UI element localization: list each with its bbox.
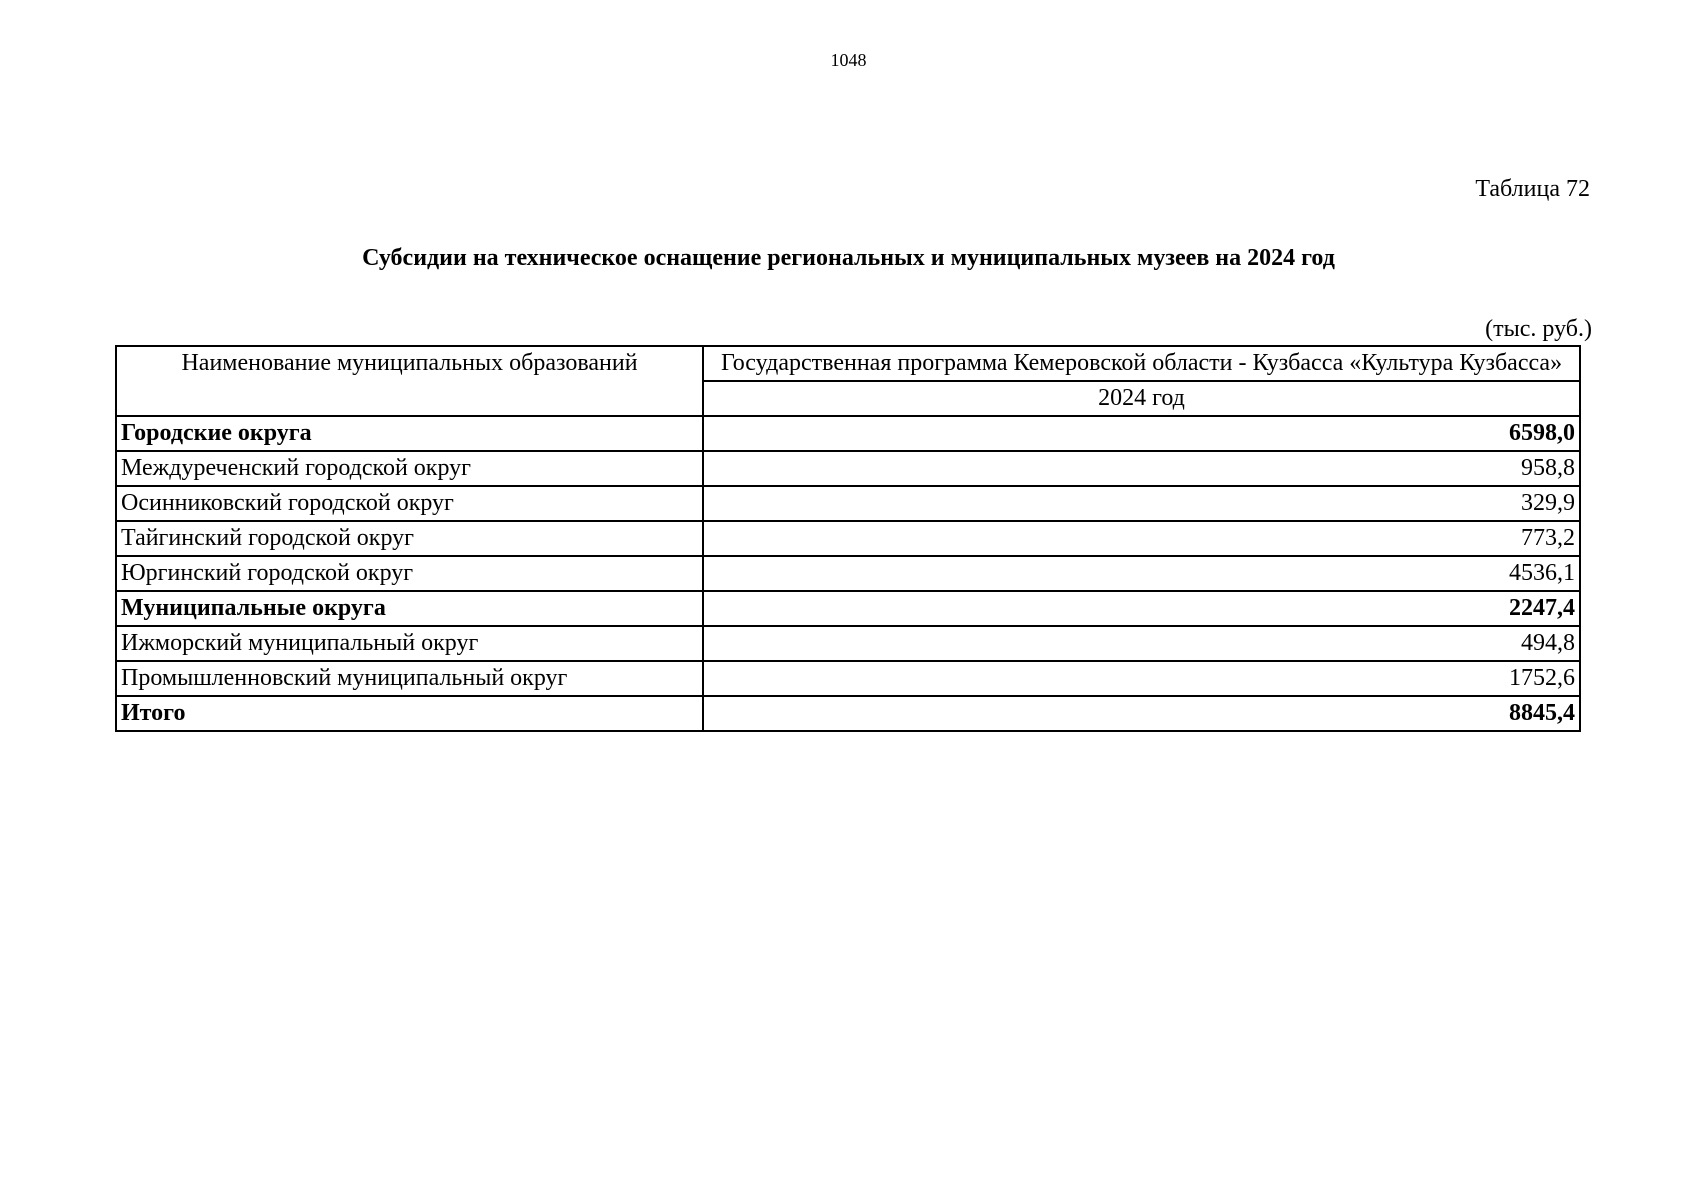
row-name-cell: Юргинский городской округ <box>116 556 703 591</box>
row-value-cell: 2247,4 <box>703 591 1580 626</box>
table-row <box>116 556 1580 591</box>
table-row <box>116 521 1580 556</box>
table-row <box>116 486 1580 521</box>
table-row <box>116 416 1580 451</box>
row-name-cell: Осинниковский городской округ <box>116 486 703 521</box>
table-row <box>116 591 1580 626</box>
table-row <box>116 451 1580 486</box>
document-title: Субсидии на техническое оснащение региональных и муниципальных музеев на 2024 год <box>362 245 1335 271</box>
row-value-cell: 494,8 <box>703 626 1580 661</box>
table-row <box>116 626 1580 661</box>
row-value-cell: 329,9 <box>703 486 1580 521</box>
row-value-cell: 6598,0 <box>703 416 1580 451</box>
subsidies-table <box>115 345 1581 732</box>
header-program-column: Государственная программа Кемеровской области - Кузбасса «Культура Кузбасса» <box>703 346 1580 381</box>
row-name-cell: Итого <box>116 696 703 731</box>
header-year-column: 2024 год <box>703 381 1580 416</box>
row-name-cell: Муниципальные округа <box>116 591 703 626</box>
table-body <box>116 416 1580 731</box>
row-value-cell: 1752,6 <box>703 661 1580 696</box>
row-value-cell: 8845,4 <box>703 696 1580 731</box>
row-value-cell: 958,8 <box>703 451 1580 486</box>
table-label: Таблица 72 <box>1475 176 1590 202</box>
row-name-cell: Междуреченский городской округ <box>116 451 703 486</box>
page-number: 1048 <box>830 50 867 70</box>
header-name-column: Наименование муниципальных образований <box>116 346 703 416</box>
row-name-cell: Тайгинский городской округ <box>116 521 703 556</box>
row-value-cell: 4536,1 <box>703 556 1580 591</box>
row-value-cell: 773,2 <box>703 521 1580 556</box>
table-row <box>116 696 1580 731</box>
table-row <box>116 661 1580 696</box>
units-label: (тыс. руб.) <box>1485 316 1592 342</box>
row-name-cell: Ижморский муниципальный округ <box>116 626 703 661</box>
row-name-cell: Городские округа <box>116 416 703 451</box>
row-name-cell: Промышленновский муниципальный округ <box>116 661 703 696</box>
